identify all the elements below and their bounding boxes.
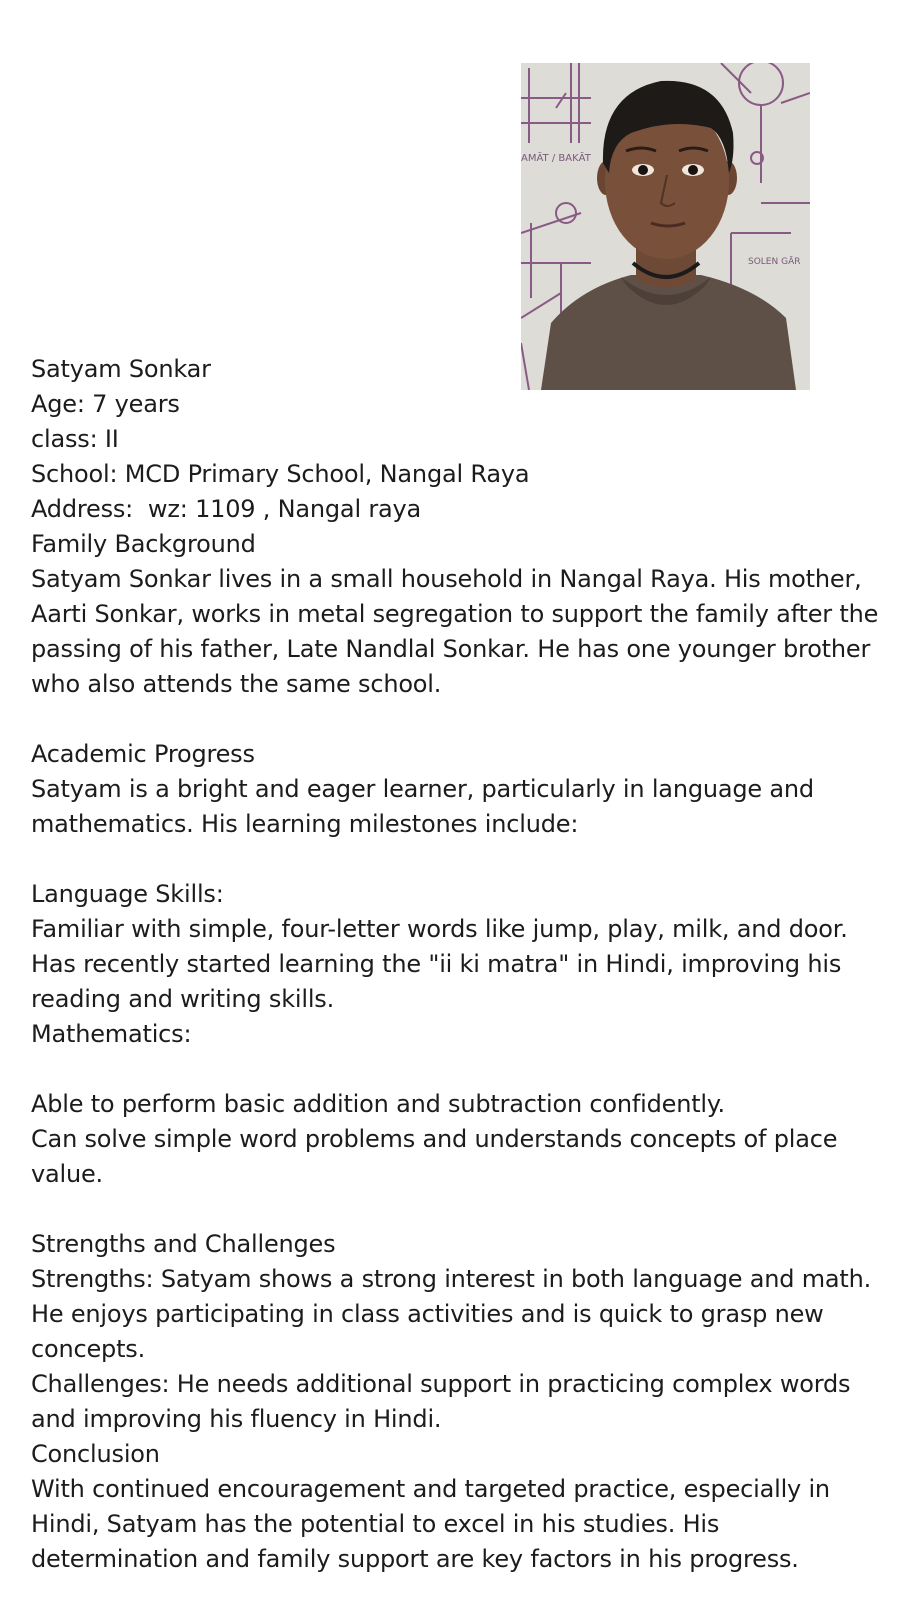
language-skills-heading: Language Skills: bbox=[31, 880, 224, 908]
conclusion-heading: Conclusion bbox=[31, 1440, 160, 1468]
student-school: School: MCD Primary School, Nangal Raya bbox=[31, 460, 530, 488]
strengths-text: Strengths: Satyam shows a strong interest in both language and math. He enjoys participating in class activities and is quick to grasp new concepts. bbox=[31, 1265, 879, 1363]
student-photo bbox=[521, 63, 810, 390]
challenges-text: Challenges: He needs additional support in practicing complex words and improving his fluency in Hindi. bbox=[31, 1370, 858, 1433]
language-skills-item: Has recently started learning the "ii ki matra" in Hindi, improving his reading and writing skills. bbox=[31, 950, 849, 1013]
language-skills-item: Familiar with simple, four-letter words like jump, play, milk, and door. bbox=[31, 915, 848, 943]
mathematics-item: Can solve simple word problems and understands concepts of place value. bbox=[31, 1125, 845, 1188]
student-address: Address: wz: 1109 , Nangal raya bbox=[31, 495, 422, 523]
wall-text-1: AMĀT / BAKĀT bbox=[521, 153, 591, 164]
spacer bbox=[31, 702, 881, 737]
academic-progress-text: Satyam is a bright and eager learner, particularly in language and mathematics. His learning milestones include: bbox=[31, 775, 822, 838]
mathematics-item: Able to perform basic addition and subtraction confidently. bbox=[31, 1090, 725, 1118]
family-background-text: Satyam Sonkar lives in a small household in Nangal Raya. His mother, Aarti Sonkar, works in metal segregation to support the family after the passing of his father, Late Nandlal Sonkar. He has one younger brother who also attends the same school. bbox=[31, 565, 886, 698]
wall-text-2: SOLEN GĀR bbox=[748, 257, 801, 267]
student-class: class: II bbox=[31, 425, 119, 453]
spacer bbox=[31, 1192, 881, 1227]
academic-progress-heading: Academic Progress bbox=[31, 740, 255, 768]
conclusion-text: With continued encouragement and targeted practice, especially in Hindi, Satyam has the potential to excel in his studies. His determination and family support are key factors in his progress. bbox=[31, 1475, 838, 1573]
mathematics-heading: Mathematics: bbox=[31, 1020, 192, 1048]
student-age: Age: 7 years bbox=[31, 390, 180, 418]
strengths-challenges-heading: Strengths and Challenges bbox=[31, 1230, 336, 1258]
family-background-heading: Family Background bbox=[31, 530, 256, 558]
student-report bbox=[31, 352, 886, 1577]
spacer bbox=[31, 842, 881, 877]
student-name: Satyam Sonkar bbox=[31, 355, 211, 383]
student-portrait-image bbox=[521, 63, 810, 390]
spacer bbox=[31, 1052, 881, 1087]
